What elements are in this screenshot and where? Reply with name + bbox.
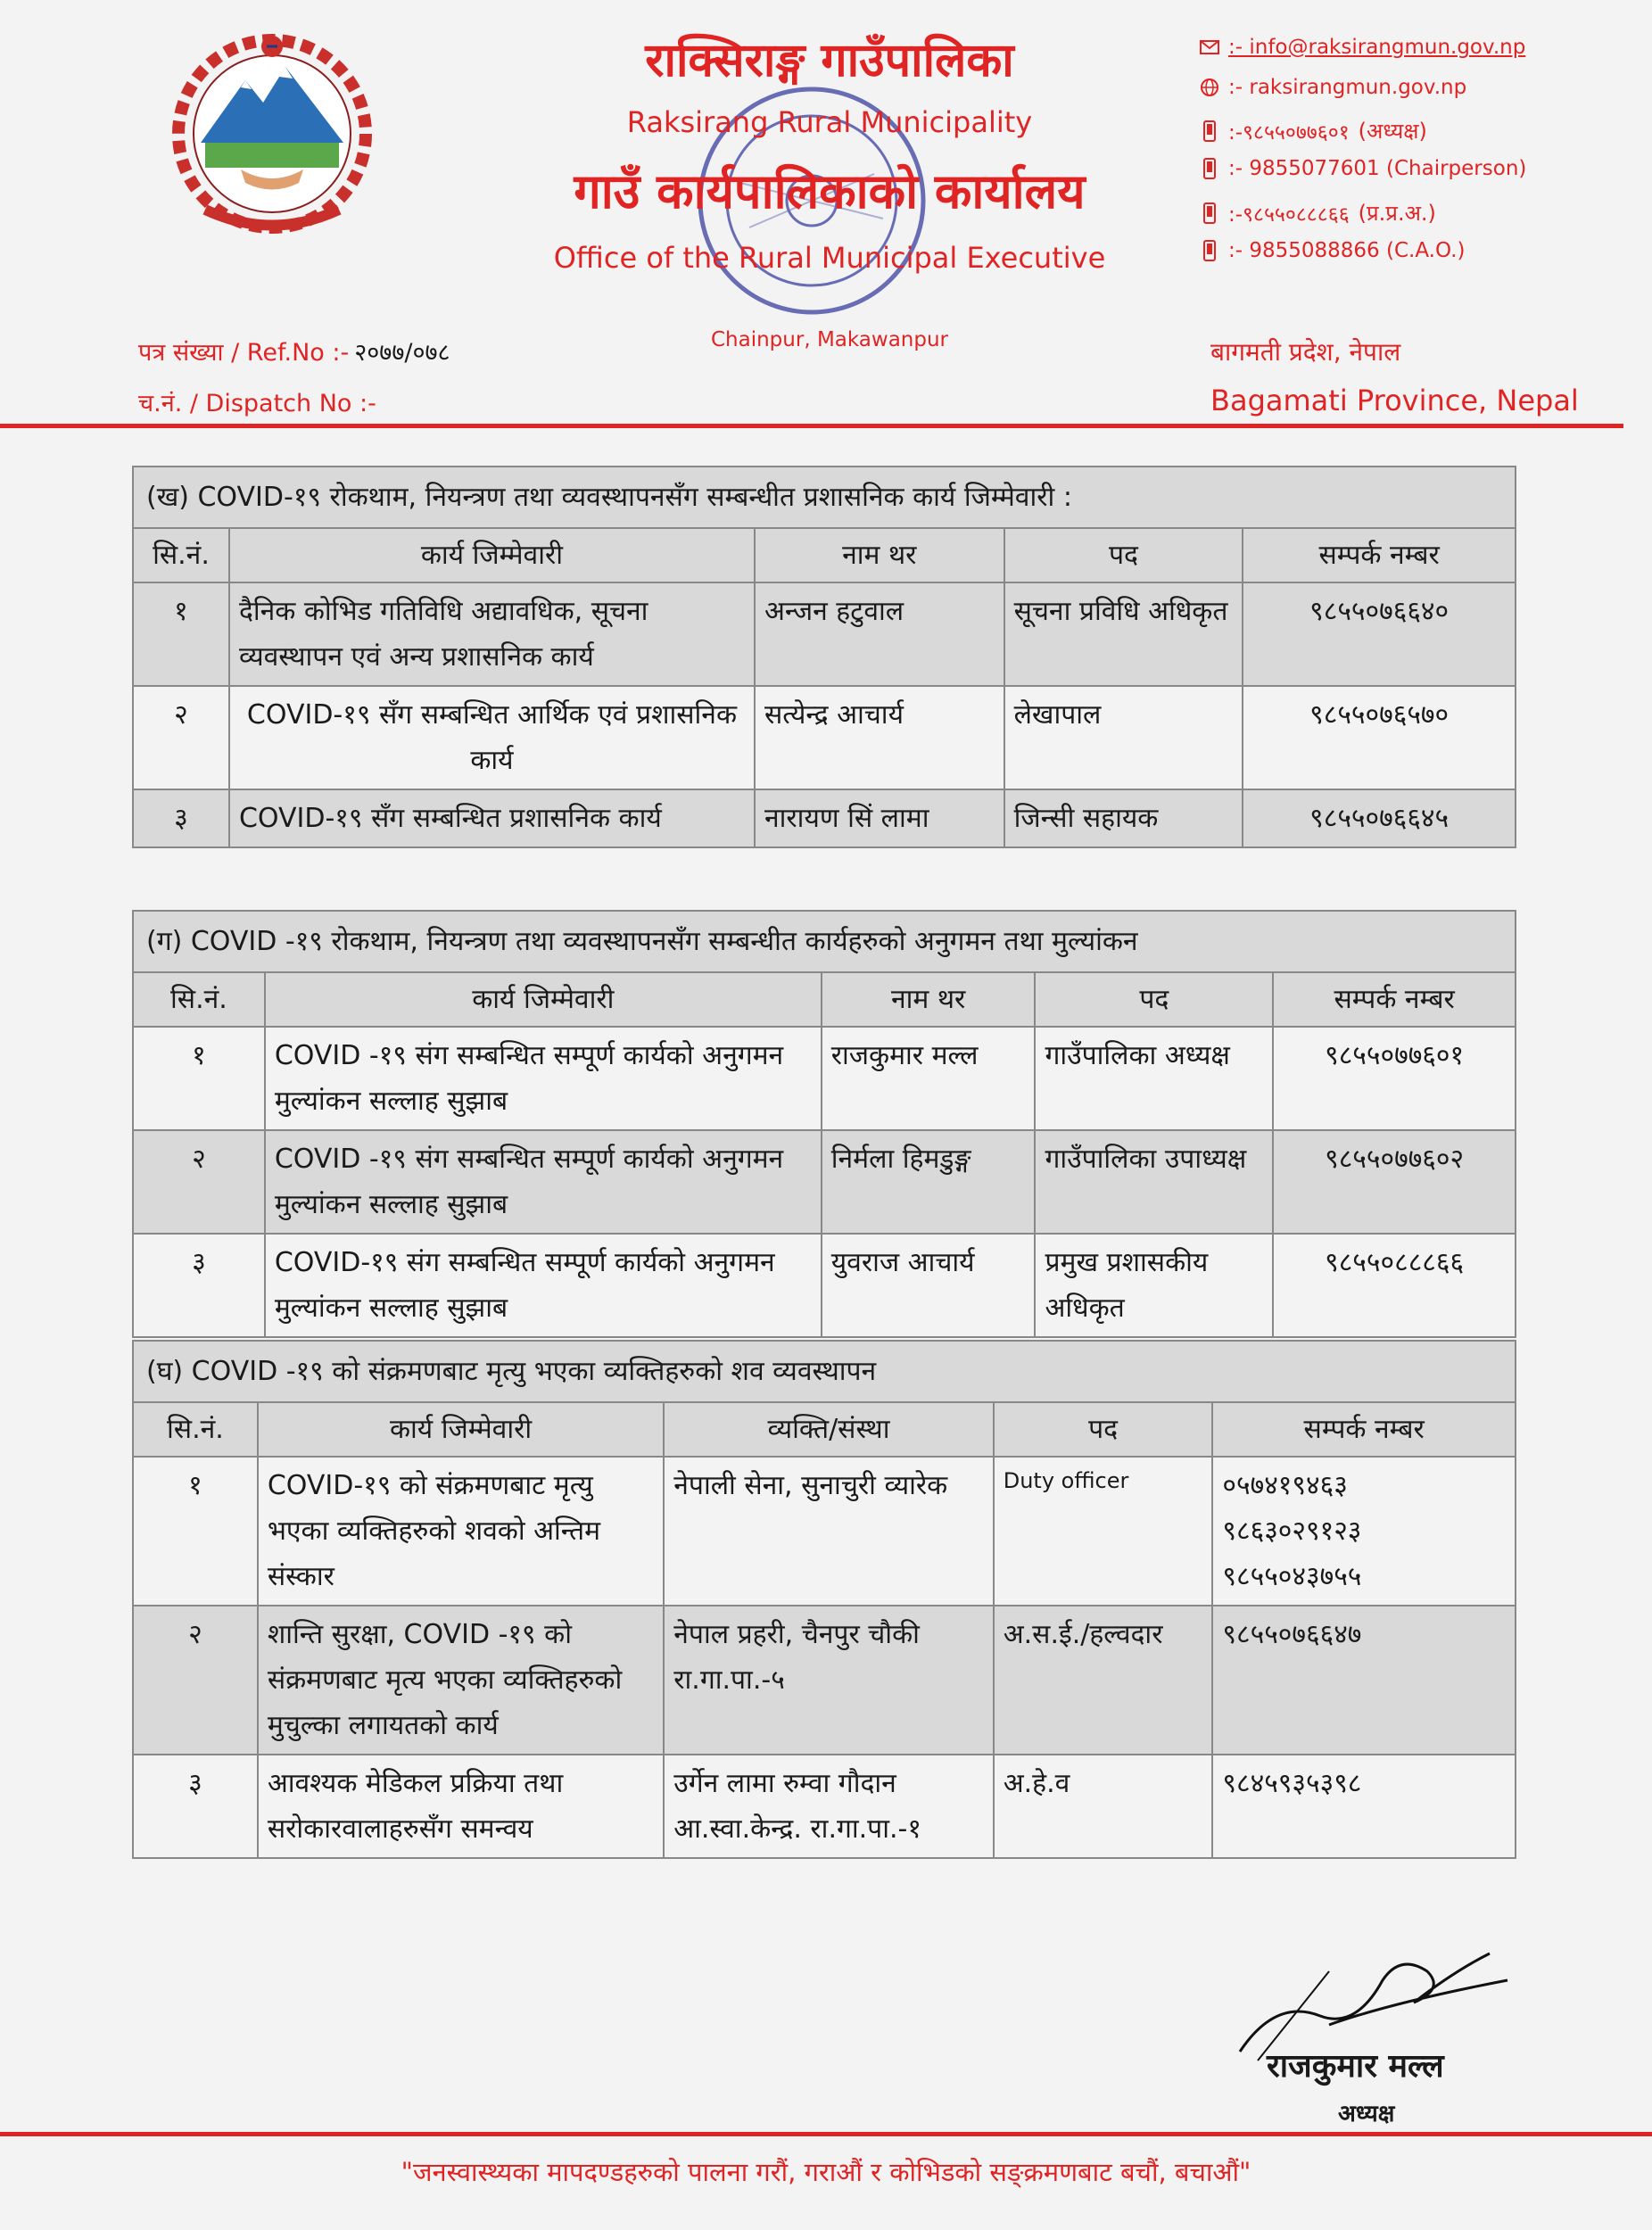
table-row [133,1027,1516,1130]
col-header: कार्य जिम्मेवारी [258,1402,664,1457]
contact-phone4-text: :- 9855088866 (C.A.O.) [1228,239,1466,262]
row-post: अ.स.ई./हल्वदार [994,1606,1213,1755]
contact-email-text[interactable]: :- info@raksirangmun.gov.np [1228,36,1526,59]
row-sn: ३ [133,1234,265,1337]
province-np: बागमती प्रदेश, नेपाल [1210,337,1401,367]
contact-phone-chair-np [1200,116,1427,145]
municipality-name-en: Raksirang Rural Municipality [626,105,1033,139]
row-post: प्रमुख प्रशासकीय अधिकृत [1035,1234,1273,1337]
row-name: राजकुमार मल्ल [822,1027,1036,1130]
row-post: Duty officer [994,1457,1213,1606]
row-task: शान्ति सुरक्षा, COVID -१९ को संक्रमणबाट मृत्य भएका व्यक्तिहरुको मुचुल्का लगायतको कार्य [258,1606,664,1755]
row-task: COVID-१९ सँग सम्बन्धित प्रशासनिक कार्य [229,789,755,847]
contact-line: ९८६३०२९१२३ [1222,1516,1362,1547]
table-row [133,686,1516,789]
row-name: निर्मला हिमडुङ्ग [822,1130,1036,1234]
row-name: अन्जन हटुवाल [755,582,1004,686]
province-en: Bagamati Province, Nepal [1210,384,1579,417]
signatory-title: अध्यक्ष [1338,2101,1395,2127]
footer-slogan: "जनस्वास्थ्यका मापदण्डहरुको पालना गरौं, गराऔं र कोभिडको सङ्क्रमणबाट बचौं, बचाऔं" [401,2157,1251,2187]
row-post: लेखापाल [1004,686,1243,789]
contact-phone-cao-np [1200,198,1436,227]
mobile-phone-icon [1200,157,1219,180]
office-name-en: Office of the Rural Municipal Executive [553,241,1106,275]
row-name: नारायण सिं लामा [755,789,1004,847]
col-header: सम्पर्क नम्बर [1273,972,1516,1027]
contact-website[interactable] [1200,76,1466,99]
row-contact: ९८५५०७७६०२ [1273,1130,1516,1234]
row-task: COVID -१९ संग सम्बन्धित सम्पूर्ण कार्यको अनुगमन मुल्यांकन सल्लाह सुझाब [265,1027,822,1130]
signatory-name: राजकुमार मल्ल [1267,2048,1444,2085]
col-header: कार्य जिम्मेवारी [229,528,755,582]
contact-website-text[interactable]: :- raksirangmun.gov.np [1228,76,1467,99]
row-contact: ९८५५०८८८६६ [1273,1234,1516,1337]
row-contact: ९८५५०७६६४५ [1243,789,1516,847]
mobile-phone-icon [1200,120,1219,143]
col-header: सि.नं. [133,972,265,1027]
row-sn: ३ [133,789,229,847]
reference-number [138,334,450,368]
table-caption: (घ) COVID -१९ को संक्रमणबाट मृत्यु भएका व्यक्तिहरुको शव व्यवस्थापन [133,1341,1516,1402]
row-post: अ.हे.व [994,1755,1213,1858]
table-row [133,789,1516,847]
office-name-np: गाउँ कार्यपालिकाको कार्यालय [574,163,1086,219]
col-header: सि.नं. [133,1402,258,1457]
table-caption: (ख) COVID-१९ रोकथाम, नियन्त्रण तथा व्यवस्थापनसँग सम्बन्धीत प्रशासनिक कार्य जिम्मेवारी : [133,467,1516,528]
office-location: Chainpur, Makawanpur [710,328,949,351]
col-header: सम्पर्क नम्बर [1243,528,1516,582]
contact-phone-chair-en [1200,157,1526,180]
monitoring-table [132,910,1516,1338]
row-sn: २ [133,686,229,789]
footer-divider [0,2132,1652,2136]
row-post: गाउँपालिका अध्यक्ष [1035,1027,1273,1130]
row-org: नेपाल प्रहरी, चैनपुर चौकी रा.गा.पा.-५ [664,1606,993,1755]
contact-phone1-text: :-९८५५०७७६०१ [1228,120,1350,145]
dispatch-label: च.नं. / Dispatch No :- [138,390,376,417]
contact-line: ९८५५०४३७५५ [1222,1561,1362,1592]
row-task: COVID-१९ संग सम्बन्धित सम्पूर्ण कार्यको अनुगमन मुल्यांकन सल्लाह सुझाब [265,1234,822,1337]
col-header: पद [1004,528,1243,582]
row-sn: १ [133,1457,258,1606]
row-contact: ९८५५०७७६०१ [1273,1027,1516,1130]
row-sn: २ [133,1130,265,1234]
nepal-emblem-icon [152,27,392,250]
admin-responsibility-table [132,466,1516,848]
col-header: सम्पर्क नम्बर [1212,1402,1516,1457]
col-header: पद [994,1402,1213,1457]
table-caption: (ग) COVID -१९ रोकथाम, नियन्त्रण तथा व्यवस्थापनसँग सम्बन्धीत कार्यहरुको अनुगमन तथा मुल्यांकन [133,911,1516,972]
table-row [133,1606,1516,1755]
col-header: कार्य जिम्मेवारी [265,972,822,1027]
col-header: नाम थर [822,972,1036,1027]
contact-phone2-text: :- 9855077601 (Chairperson) [1228,157,1527,180]
row-org: उर्गेन लामा रुम्वा गौदान आ.स्वा.केन्द्र. रा.गा.पा.-१ [664,1755,993,1858]
col-header: सि.नं. [133,528,229,582]
header-divider [0,424,1623,428]
table-row [133,1755,1516,1858]
row-task: दैनिक कोभिड गतिविधि अद्यावधिक, सूचना व्यवस्थापन एवं अन्य प्रशासनिक कार्य [229,582,755,686]
row-sn: ३ [133,1755,258,1858]
globe-icon [1200,76,1219,99]
row-post: गाउँपालिका उपाध्यक्ष [1035,1130,1273,1234]
row-sn: १ [133,1027,265,1130]
table-row [133,1234,1516,1337]
contact-phone3-text: :-९८५५०८८८६६ [1228,202,1350,227]
table-row [133,582,1516,686]
row-post: सूचना प्रविधि अधिकृत [1004,582,1243,686]
row-task: COVID -१९ संग सम्बन्धित सम्पूर्ण कार्यको अनुगमन मुल्यांकन सल्लाह सुझाब [265,1130,822,1234]
contact-email[interactable] [1200,36,1525,59]
col-header: नाम थर [755,528,1004,582]
row-sn: २ [133,1606,258,1755]
ref-value: २०७७/०७८ [354,339,450,367]
row-task: COVID-१९ सँग सम्बन्धित आर्थिक एवं प्रशासनिक कार्य [229,686,755,789]
row-contact: ९८४५९३५३९८ [1212,1755,1516,1858]
row-sn: १ [133,582,229,686]
email-icon [1200,36,1219,59]
row-org: नेपाली सेना, सुनाचुरी व्यारेक [664,1457,993,1606]
municipality-name-np: राक्सिराङ्ग गाउँपालिका [645,34,1014,87]
table-row [133,1457,1516,1606]
row-name: सत्येन्द्र आचार्य [755,686,1004,789]
mobile-phone-icon [1200,202,1219,225]
col-header: पद [1035,972,1273,1027]
col-header: व्यक्ति/संस्था [664,1402,993,1457]
row-contact: ९८५५०७६५७० [1243,686,1516,789]
row-task: COVID-१९ को संक्रमणबाट मृत्यु भएका व्यक्तिहरुको शवको अन्तिम संस्कार [258,1457,664,1606]
contact-line: ०५७४१९४६३ [1222,1470,1348,1501]
row-contact: ९८५५०७६६४७ [1212,1606,1516,1755]
ref-label: पत्र संख्या / Ref.No :- [138,339,350,367]
row-contact: ९८५५०७६६४० [1243,582,1516,686]
mobile-phone-icon [1200,239,1219,262]
contact-phone-cao-en [1200,239,1465,262]
row-contact [1212,1457,1516,1606]
contact-phone3-role: (प्र.प्र.अ.) [1358,201,1436,226]
dispatch-number [138,385,376,418]
body-management-table [132,1340,1516,1859]
row-post: जिन्सी सहायक [1004,789,1243,847]
table-row [133,1130,1516,1234]
contact-phone1-role: (अध्यक्ष) [1358,119,1427,144]
row-task: आवश्यक मेडिकल प्रक्रिया तथा सरोकारवालाहरुसँग समन्वय [258,1755,664,1858]
row-name: युवराज आचार्य [822,1234,1036,1337]
